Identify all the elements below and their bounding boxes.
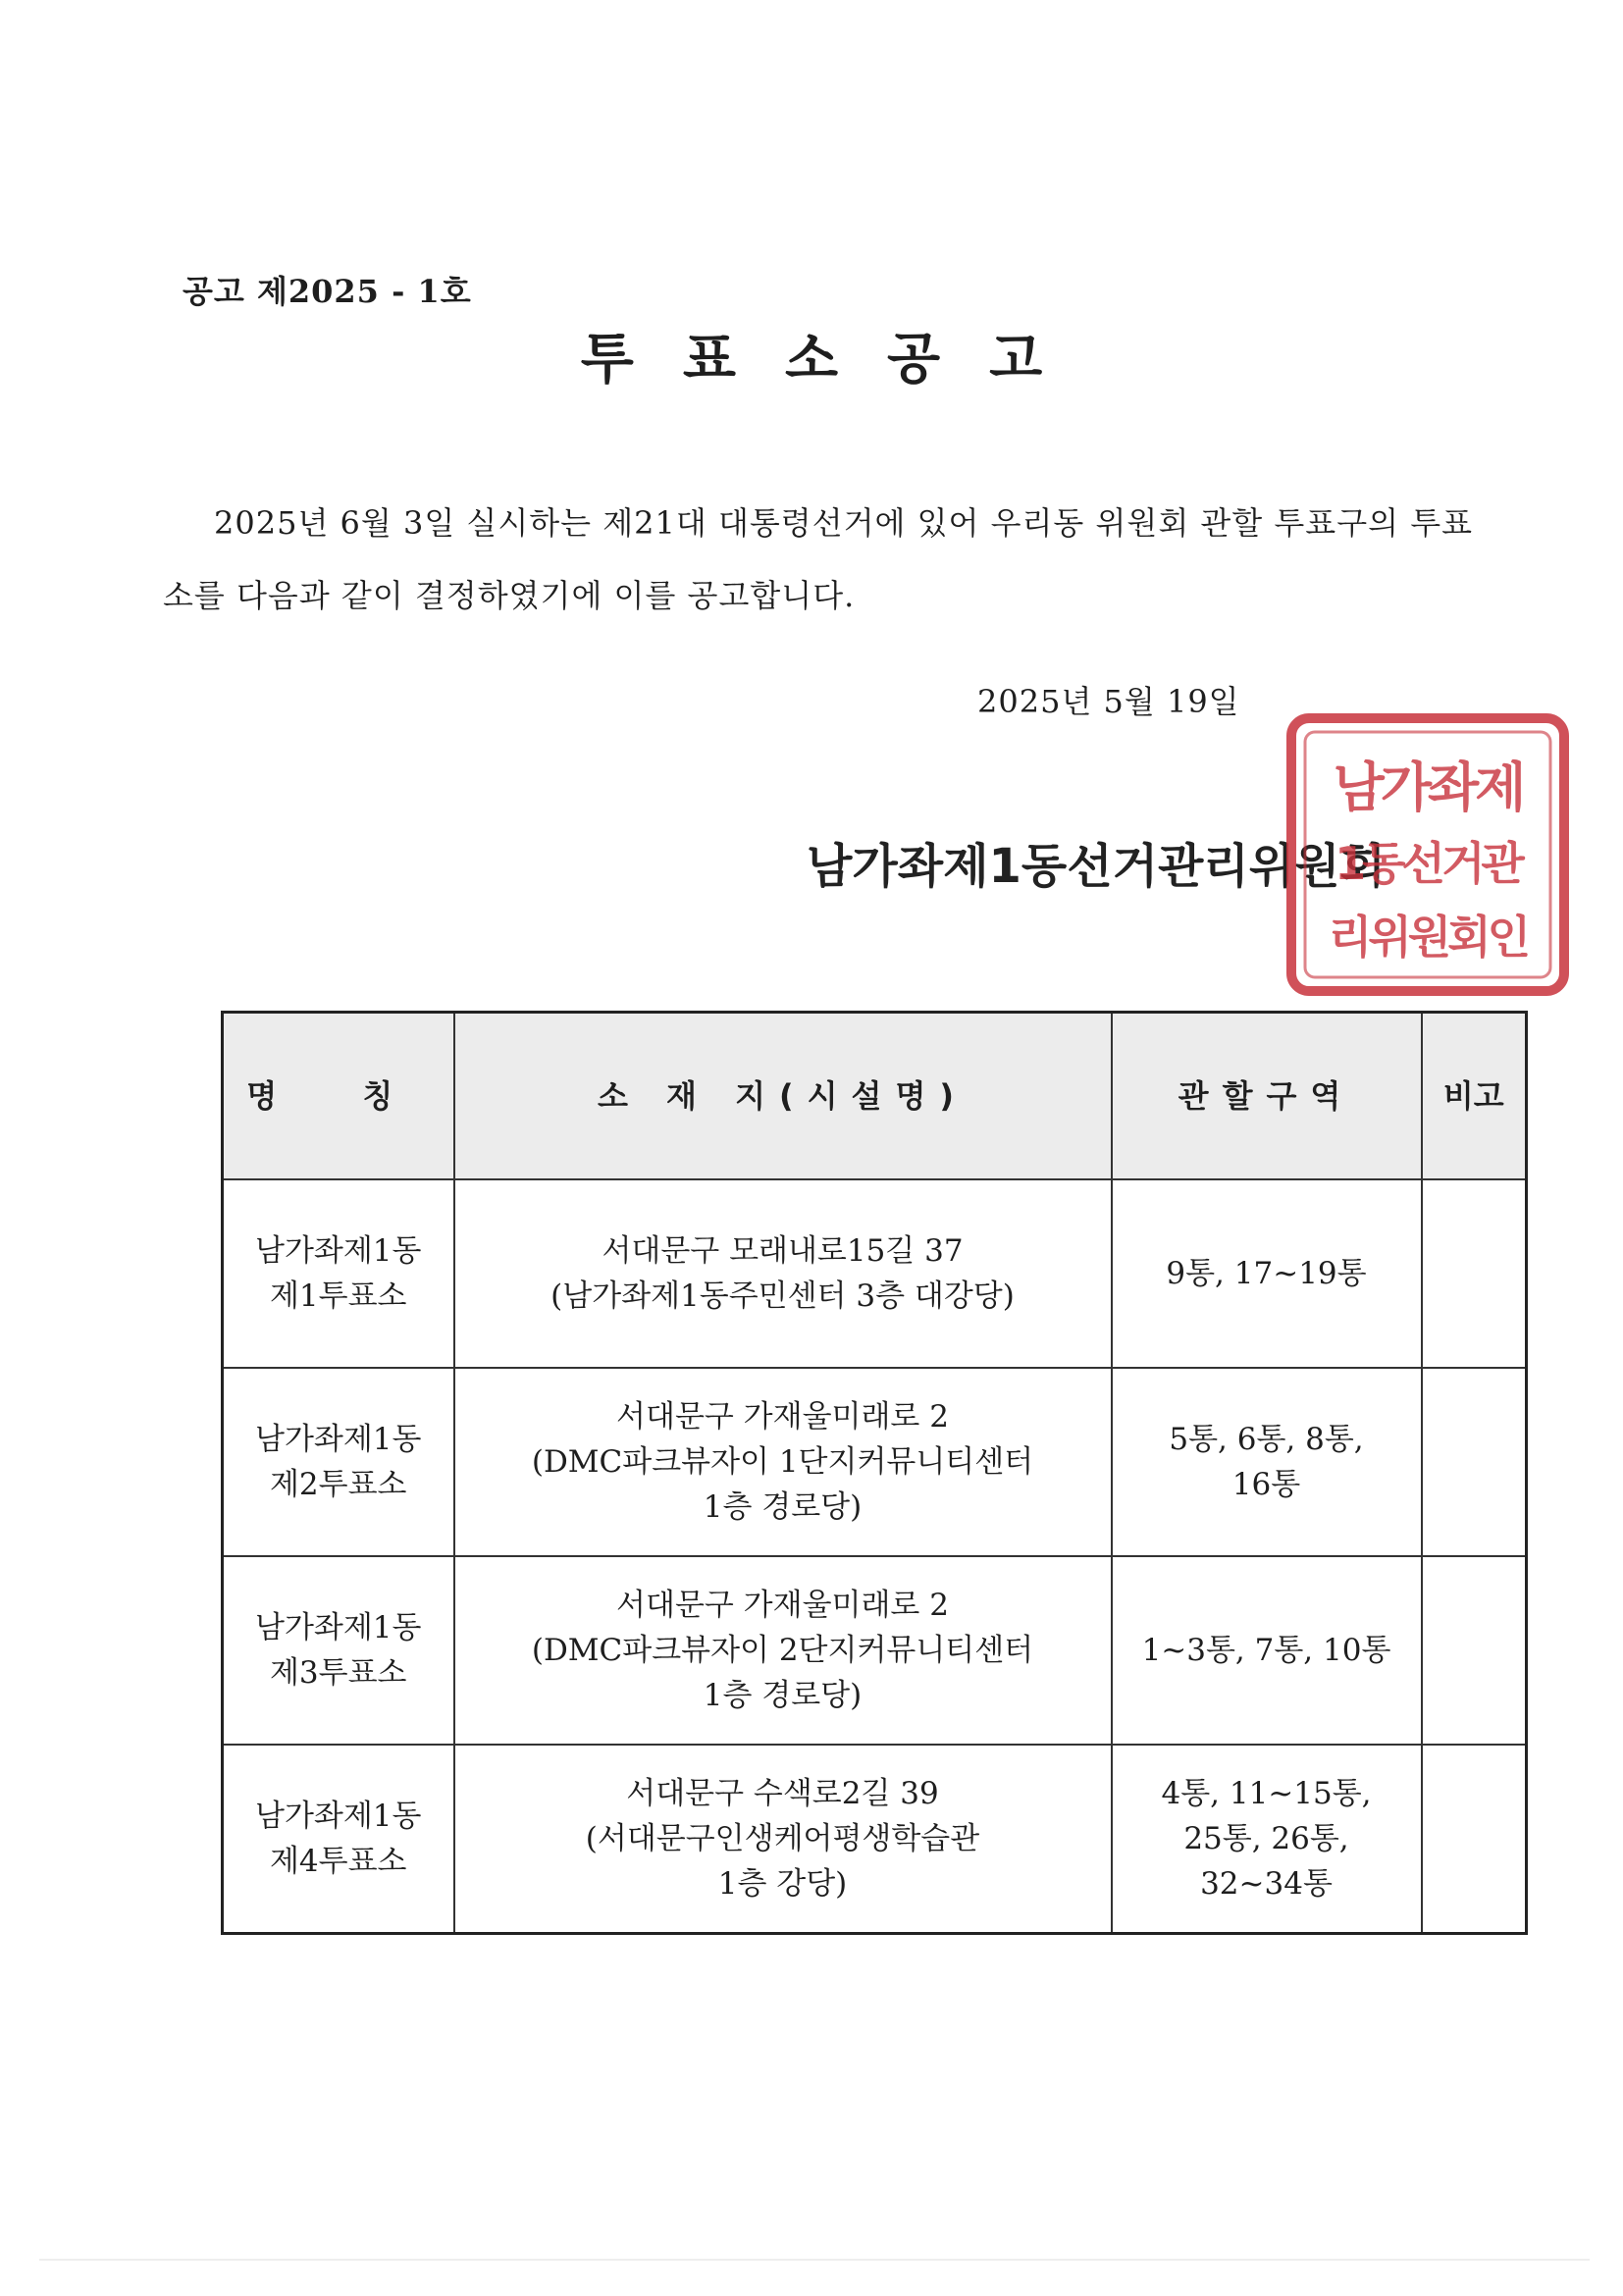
location-cell: 서대문구 수색로2길 39 (서대문구인생케어평생학습관 1층 강당): [454, 1745, 1112, 1934]
remarks-cell: [1422, 1556, 1527, 1745]
header-remarks: 비고: [1422, 1013, 1527, 1180]
remarks-cell: [1422, 1745, 1527, 1934]
header-jurisdiction: 관할구역: [1112, 1013, 1422, 1180]
station-name-cell: 남가좌제1동 제2투표소: [223, 1368, 454, 1556]
jurisdiction-cell: 9통, 17~19통: [1112, 1179, 1422, 1368]
station-name-cell: 남가좌제1동 제1투표소: [223, 1179, 454, 1368]
location-cell: 서대문구 모래내로15길 37 (남가좌제1동주민센터 3층 대강당): [454, 1179, 1112, 1368]
jurisdiction-cell: 5통, 6통, 8통, 16통: [1112, 1368, 1422, 1556]
remarks-cell: [1422, 1368, 1527, 1556]
table-row: [223, 1556, 1527, 1745]
jurisdiction-cell: 4통, 11~15통, 25통, 26통, 32~34통: [1112, 1745, 1422, 1934]
location-cell: 서대문구 가재울미래로 2 (DMC파크뷰자이 1단지커뮤니티센터 1층 경로당): [454, 1368, 1112, 1556]
polling-station-table: [221, 1011, 1528, 1935]
seal-text-line: 리위원회인: [1328, 911, 1528, 964]
header-name: 명 칭: [223, 1013, 454, 1180]
table-body: [223, 1179, 1527, 1934]
page-bottom-divider: [39, 2259, 1590, 2261]
jurisdiction-cell: 1~3통, 7통, 10통: [1112, 1556, 1422, 1745]
notice-date: 2025년 5월 19일: [977, 683, 1240, 720]
station-name-cell: 남가좌제1동 제4투표소: [223, 1745, 454, 1934]
document-title: 투표소공고: [580, 328, 1092, 391]
location-cell: 서대문구 가재울미래로 2 (DMC파크뷰자이 2단지커뮤니티센터 1층 경로당): [454, 1556, 1112, 1745]
seal-text-line: 1동선거관: [1335, 837, 1521, 890]
remarks-cell: [1422, 1179, 1527, 1368]
station-name-cell: 남가좌제1동 제3투표소: [223, 1556, 454, 1745]
table-row: [223, 1745, 1527, 1934]
issuing-committee: 남가좌제1동선거관리위원회: [807, 839, 1386, 894]
table-row: [223, 1368, 1527, 1556]
notice-number: 공고 제2025 - 1호: [183, 273, 472, 310]
header-location: 소 재 지(시설명): [454, 1013, 1112, 1180]
notice-paragraph: 2025년 6월 3일 실시하는 제21대 대통령선거에 있어 우리동 위원회 관할 투표구의 투표소를 다음과 같이 결정하였기에 이를 공고합니다.: [163, 504, 1474, 614]
seal-text-line: 남가좌제: [1333, 757, 1523, 818]
table-header-row: [223, 1013, 1527, 1180]
table-row: [223, 1179, 1527, 1368]
official-seal-stamp: [1285, 712, 1570, 997]
